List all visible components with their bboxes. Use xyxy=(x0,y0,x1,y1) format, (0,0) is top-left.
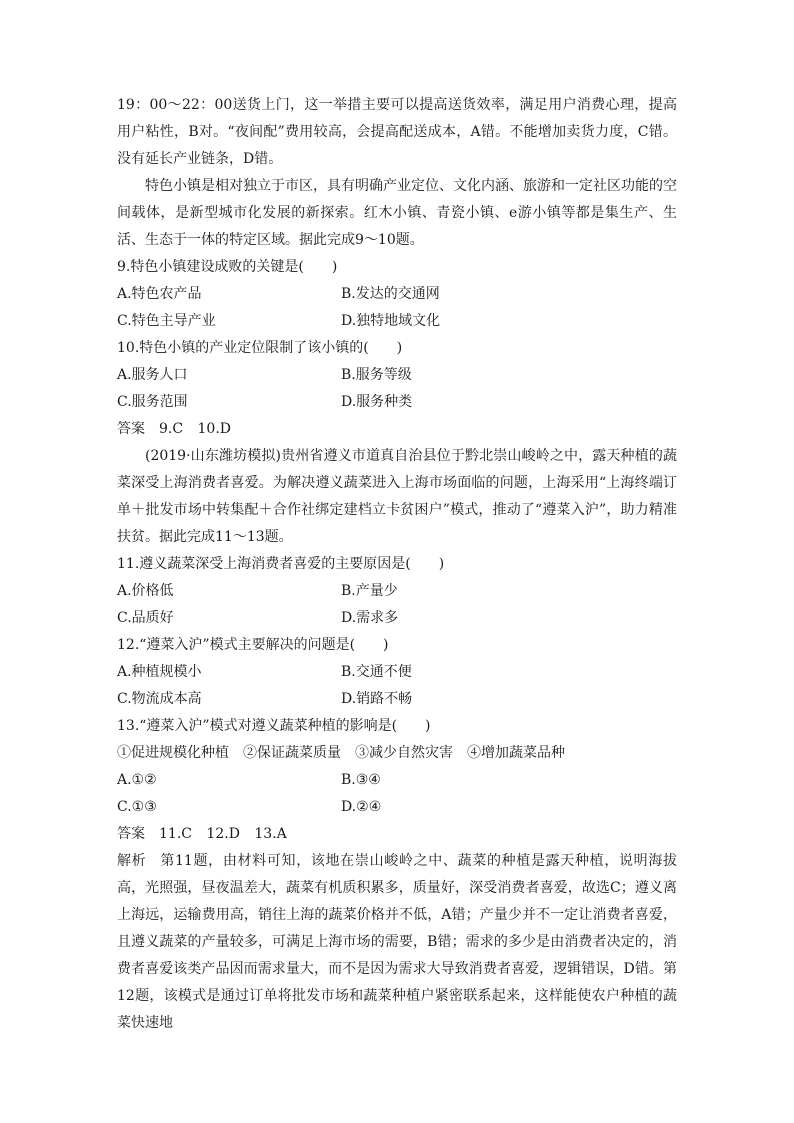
question-12-options-row1 xyxy=(117,659,677,686)
document-page xyxy=(117,92,677,1037)
option-12d: D.销路不畅 xyxy=(341,691,413,707)
analysis-label: 解析 xyxy=(117,853,147,869)
option-11b: B.产量少 xyxy=(341,583,398,599)
material-11-13: (2019·山东潍坊模拟)贵州省遵义市道真自治县位于黔北崇山峻岭之中，露天种植的蔬菜深受上海消费者喜爱。为解决遵义蔬菜进入上海市场面临的问题，上海采用“上海终端订单＋批发市场中转集配＋合作社绑定建档立卡贫困户”模式，推动了“遵菜入沪”，助力精准扶贫。据此完成11～13题。 xyxy=(117,448,677,545)
option-10b: B.服务等级 xyxy=(341,367,412,383)
answer-label: 答案 xyxy=(117,421,145,437)
option-13d: D.②④ xyxy=(341,799,382,815)
question-10-options-row2 xyxy=(117,389,677,416)
option-11d: D.需求多 xyxy=(341,610,399,626)
question-13-stem: 13.“遵菜入沪”模式对遵义蔬菜种植的影响是( ) xyxy=(117,718,431,734)
question-13-options-row2 xyxy=(117,794,677,821)
option-13b: B.③④ xyxy=(341,772,381,788)
option-12b: B.交通不便 xyxy=(341,664,412,680)
question-13-items: ①促进规模化种植 ②保证蔬菜质量 ③减少自然灾害 ④增加蔬菜品种 xyxy=(117,745,565,761)
answer-values: 11.C 12.D 13.A xyxy=(159,826,287,842)
option-10a: A.服务人口 xyxy=(117,367,188,383)
analysis-text: 第11题，由材料可知，该地在崇山峻岭之中、蔬菜的种植是露天种植，说明海拔高，光照强，昼夜温差大，蔬菜有机质积累多，质量好，深受消费者喜爱，故选C；遵义离上海远，运输费用高，销往上海的蔬菜价格并不低，A错；产量少并不一定让消费者喜爱，且遵义蔬菜的产量较多，可满足上海市场的需要，B错；需求的多少是由消费者决定的，消费者喜爱该类产品因而需求量大，而不是因为需求大导致消费者喜爱，逻辑错误，D错。第12题，该模式是通过订单将批发市场和蔬菜种植户紧密联系起来，这样能使农户种植的蔬菜快速地 xyxy=(117,853,677,1031)
option-9c: C.特色主导产业 xyxy=(117,313,216,329)
question-10-options-row1 xyxy=(117,362,677,389)
option-13c: C.①③ xyxy=(117,799,157,815)
answer-label: 答案 xyxy=(117,826,145,842)
option-12a: A.种植规模小 xyxy=(117,664,202,680)
answer-9-10 xyxy=(117,416,677,443)
question-11-stem: 11.遵义蔬菜深受上海消费者喜爱的主要原因是( ) xyxy=(117,556,445,572)
option-13a: A.①② xyxy=(117,772,157,788)
option-11a: A.价格低 xyxy=(117,583,174,599)
question-9-stem: 9.特色小镇建设成败的关键是( ) xyxy=(117,259,338,275)
question-11-options-row1 xyxy=(117,578,677,605)
option-9a: A.特色农产品 xyxy=(117,286,202,302)
answer-11-13 xyxy=(117,821,677,848)
question-9-options-row2 xyxy=(117,308,677,335)
material-9-10: 特色小镇是相对独立于市区，具有明确产业定位、文化内涵、旅游和一定社区功能的空间载体，是新型城市化发展的新探索。红木小镇、青瓷小镇、e游小镇等都是集生产、生活、生态于一体的特定区域。据此完成9～10题。 xyxy=(117,178,677,248)
question-12-options-row2 xyxy=(117,686,677,713)
answer-values: 9.C 10.D xyxy=(159,421,232,437)
question-12-stem: 12.“遵菜入沪”模式主要解决的问题是( ) xyxy=(117,637,389,653)
question-10-stem: 10.特色小镇的产业定位限制了该小镇的( ) xyxy=(117,340,403,356)
question-9-options-row1 xyxy=(117,281,677,308)
prev-explanation: 19：00～22：00送货上门，这一举措主要可以提高送货效率，满足用户消费心理，提高用户粘性，B对。“夜间配”费用较高，会提高配送成本，A错。不能增加卖货力度，C错。没有延长产业链条，D错。 xyxy=(117,97,677,167)
option-10d: D.服务种类 xyxy=(341,394,413,410)
option-10c: C.服务范围 xyxy=(117,394,188,410)
option-12c: C.物流成本高 xyxy=(117,691,202,707)
analysis-block xyxy=(117,848,677,1037)
question-13-options-row1 xyxy=(117,767,677,794)
question-11-options-row2 xyxy=(117,605,677,632)
option-11c: C.品质好 xyxy=(117,610,174,626)
option-9d: D.独特地域文化 xyxy=(341,313,441,329)
option-9b: B.发达的交通网 xyxy=(341,286,440,302)
